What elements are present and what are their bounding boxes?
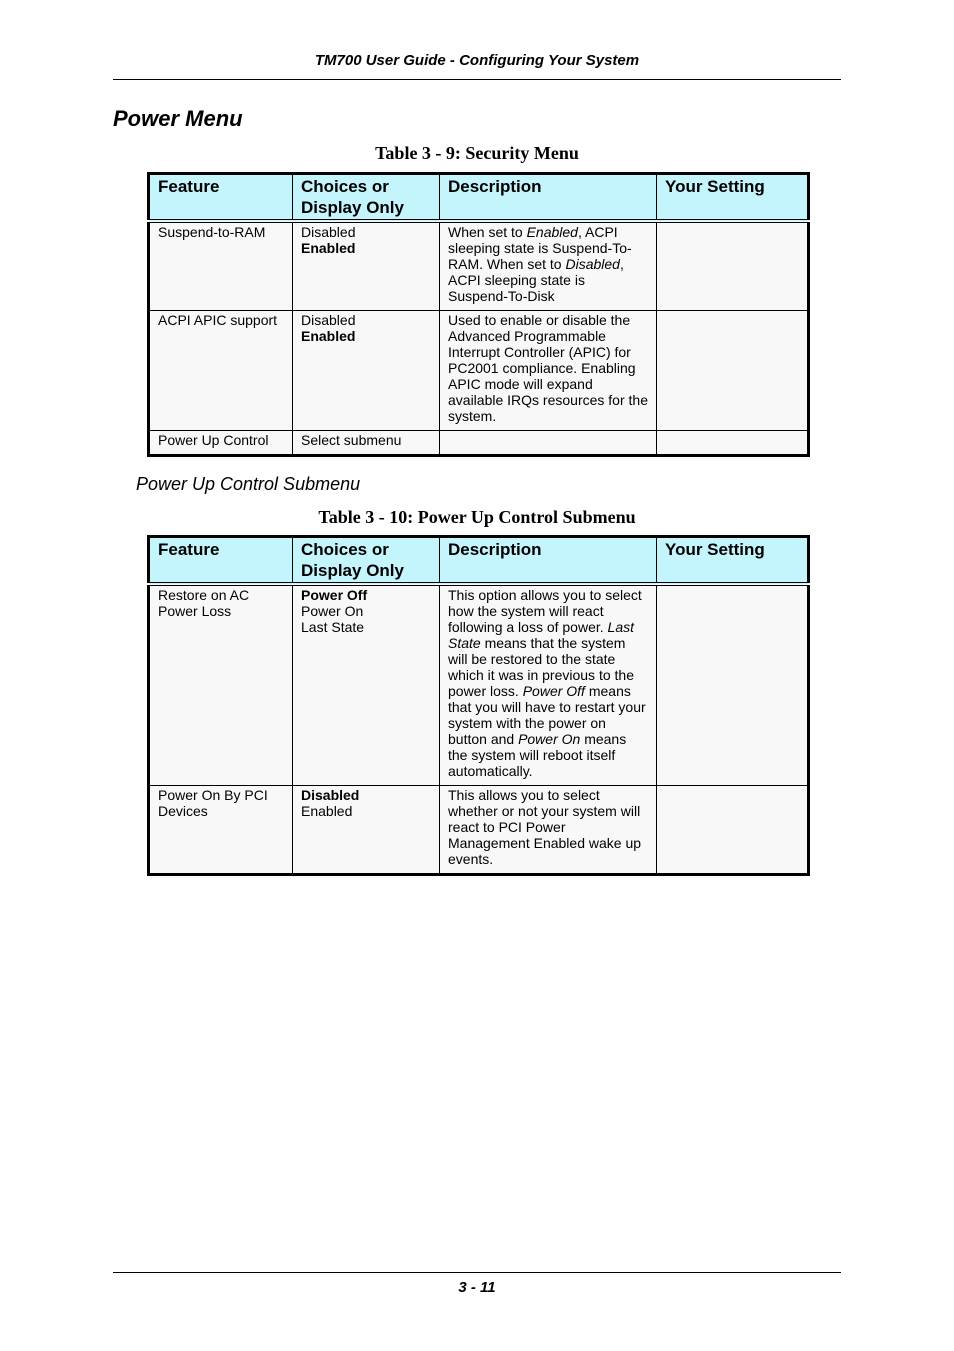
header-description: Description [440,537,657,584]
table1-caption: Table 3 - 9: Security Menu [375,143,579,163]
your-setting-cell [657,310,809,430]
description-cell: When set to Enabled, ACPI sleeping state is Suspend-To-RAM. When set to Disabled, ACPI sleeping state is Suspend-To-Disk [440,221,657,311]
table-row [149,310,809,430]
description-cell: This option allows you to select how the system will react following a loss of power. Last State means that the system will be restored to the state which it was in previous to the power loss. Power Off means that you will have to restart your system with the power on button and Power On means the system will reboot itself automatically. [440,584,657,786]
feature-cell: Power Up Control [149,430,293,455]
choices-cell [293,310,440,430]
header-feature: Feature [149,537,293,584]
security-menu-table [147,172,810,457]
header-choices: Choices or Display Only [293,537,440,584]
choices-cell [293,584,440,786]
header-your-setting: Your Setting [657,174,809,221]
choice-option: Last State [301,618,365,635]
subsection-title: Power Up Control Submenu [136,474,361,494]
table-header-row [149,174,809,221]
power-up-control-table [147,535,810,876]
description-cell [440,430,657,455]
feature-cell: Power On By PCI Devices [149,785,293,874]
page-number: 3 - 11 [458,1279,496,1296]
your-setting-cell [657,430,809,455]
description-cell: This allows you to select whether or not your system will react to PCI Power Management Enabled wake up events. [440,785,657,874]
choice-option-default: Power Off [301,586,368,603]
your-setting-cell [657,584,809,786]
header-your-setting: Your Setting [657,537,809,584]
choices-cell [293,785,440,874]
description-cell: Used to enable or disable the Advanced Programmable Interrupt Controller (APIC) for PC2001 compliance. Enabling APIC mode will expand available IRQs resources for the system. [440,310,657,430]
feature-cell: ACPI APIC support [149,310,293,430]
choice-option: Disabled [301,311,356,328]
running-header: TM700 User Guide - Configuring Your System [314,52,640,69]
choice-option-default: Enabled [301,239,356,256]
feature-cell: Restore on AC Power Loss [149,584,293,786]
header-choices: Choices or Display Only [293,174,440,221]
table-header-row [149,537,809,584]
table-row [149,785,809,874]
header-description: Description [440,174,657,221]
choice-option: Enabled [301,802,353,819]
your-setting-cell [657,785,809,874]
your-setting-cell [657,221,809,311]
table-row [149,221,809,311]
choice-option-default: Enabled [301,327,356,344]
table-row [149,430,809,455]
choice-option: Disabled [301,223,356,240]
table-row [149,584,809,786]
choice-option-default: Disabled [301,786,360,803]
choices-cell: Select submenu [293,430,440,455]
header-feature: Feature [149,174,293,221]
choice-option: Power On [301,602,364,619]
choices-cell [293,221,440,311]
section-title: Power Menu [113,106,243,131]
header-rule [113,79,841,80]
footer-rule [113,1272,841,1273]
feature-cell: Suspend-to-RAM [149,221,293,311]
table2-caption: Table 3 - 10: Power Up Control Submenu [318,507,636,527]
